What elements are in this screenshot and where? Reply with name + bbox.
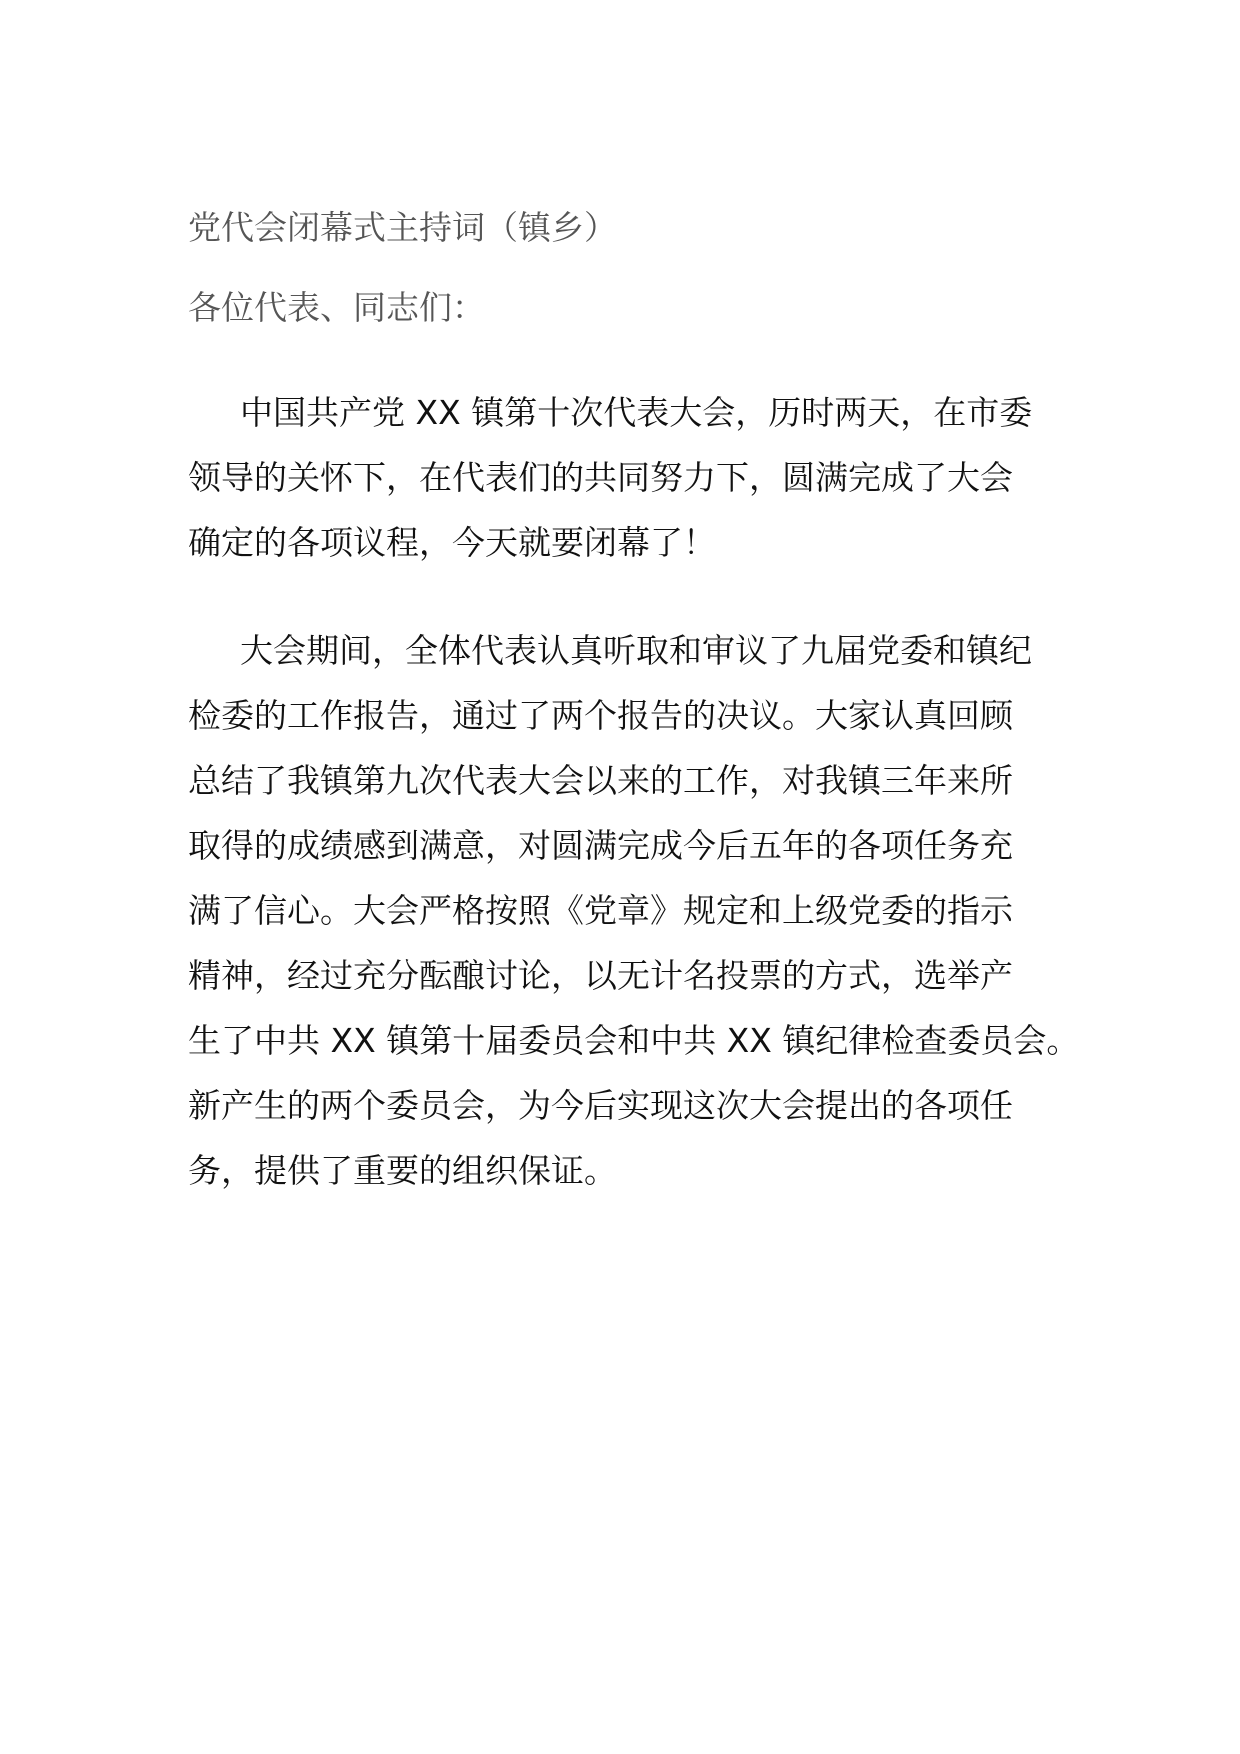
paragraph-1 xyxy=(188,380,1058,575)
paragraph-line: 中国共产党 XX 镇第十次代表大会，历时两天，在市委 xyxy=(240,393,1033,432)
paragraph-line: 生了中共 XX 镇第十届委员会和中共 XX 镇纪律检查委员会。 xyxy=(188,1021,1080,1060)
paragraph-line: 满了信心。大会严格按照《党章》规定和上级党委的指示 xyxy=(188,891,1013,930)
document-title: 党代会闭幕式主持词（镇乡） xyxy=(188,208,617,247)
paragraph-2 xyxy=(188,618,1080,1203)
paragraph-line: 精神，经过充分酝酿讨论，以无计名投票的方式，选举产 xyxy=(188,956,1013,995)
paragraph-line: 领导的关怀下，在代表们的共同努力下，圆满完成了大会 xyxy=(188,458,1013,497)
paragraph-line: 总结了我镇第九次代表大会以来的工作，对我镇三年来所 xyxy=(188,761,1013,800)
paragraph-line: 新产生的两个委员会，为今后实现这次大会提出的各项任 xyxy=(188,1086,1013,1125)
paragraph-line: 取得的成绩感到满意，对圆满完成今后五年的各项任务充 xyxy=(188,826,1013,865)
paragraph-line: 大会期间，全体代表认真听取和审议了九届党委和镇纪 xyxy=(240,631,1032,670)
paragraph-line: 确定的各项议程，今天就要闭幕了！ xyxy=(188,523,716,562)
paragraph-line: 务，提供了重要的组织保证。 xyxy=(188,1151,617,1190)
paragraph-line: 检委的工作报告，通过了两个报告的决议。大家认真回顾 xyxy=(188,696,1013,735)
salutation: 各位代表、同志们： xyxy=(188,288,485,327)
